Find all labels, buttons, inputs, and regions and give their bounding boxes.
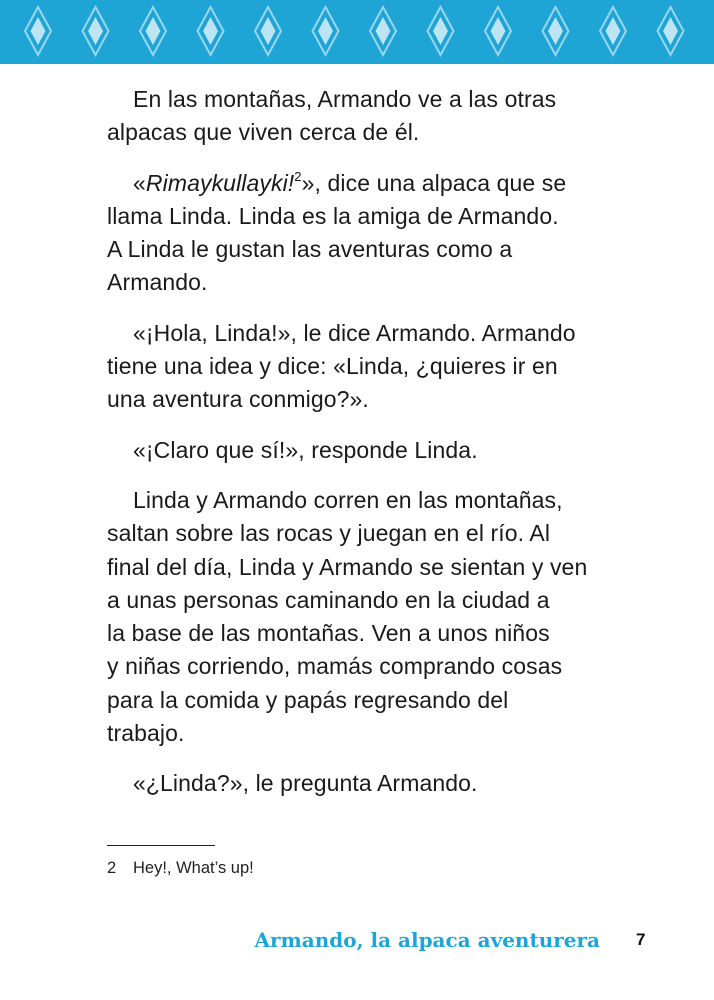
text-line: «¡Hola, Linda!», le dice Armando. Armando: [133, 319, 576, 346]
diamond-ornament: [600, 7, 626, 55]
footnote-divider: [107, 845, 215, 846]
running-head: Armando, la alpaca aventurera: [254, 928, 600, 952]
diamond-ornament: [485, 7, 511, 55]
text-line: para la comida y papás regresando del: [107, 686, 509, 713]
paragraph-1: [107, 83, 667, 150]
diamond-ornament: [25, 7, 51, 55]
paragraph-3: [107, 317, 667, 417]
diamond-ornament: [83, 7, 109, 55]
paragraph-6: [107, 767, 667, 800]
text-line: A Linda le gustan las aventuras como a: [107, 236, 513, 263]
diamond-ornament: [313, 7, 339, 55]
footnote-ref: 2: [294, 168, 302, 184]
paragraph-4: [107, 434, 667, 467]
text-line: Armando.: [107, 269, 208, 296]
text-line: Linda y Armando corren en las montañas,: [133, 486, 563, 513]
text-line: En las montañas, Armando ve a las otras: [133, 86, 557, 112]
text-line: trabajo.: [107, 720, 185, 747]
text-line: llama Linda. Linda es la amiga de Armando.: [107, 202, 559, 229]
footnote-text: Hey!, What’s up!: [133, 859, 254, 877]
body-text: [107, 83, 667, 818]
text-line: alpacas que viven cerca de él.: [107, 119, 420, 146]
paragraph-5: [107, 484, 667, 750]
diamond-ornament: [370, 7, 396, 55]
page-number: 7: [636, 930, 646, 949]
text-line: final del día, Linda y Armando se sientan y ven: [107, 553, 588, 580]
diamond-pattern: [0, 0, 714, 64]
text-line: a unas personas caminando en la ciudad a: [107, 586, 550, 613]
diamond-ornament: [140, 7, 166, 55]
open-quote: «: [133, 169, 146, 196]
diamond-ornament: [543, 7, 569, 55]
text-line: saltan sobre las rocas y juegan en el río. Al: [107, 520, 551, 547]
text-line: », dice una alpaca que se: [301, 169, 567, 196]
text-line: una aventura conmigo?».: [107, 386, 369, 413]
footnote-number: 2: [107, 859, 117, 877]
diamond-ornament: [198, 7, 224, 55]
greeting-word: Rimaykullayki!: [145, 169, 295, 196]
paragraph-2: [107, 167, 667, 300]
text-line: «¡Claro que sí!», responde Linda.: [133, 436, 478, 463]
text-line: «¿Linda?», le pregunta Armando.: [133, 770, 478, 797]
diamond-ornament: [428, 7, 454, 55]
top-banner: [0, 0, 714, 64]
text-line: y niñas corriendo, mamás comprando cosas: [107, 653, 563, 680]
diamond-ornament: [658, 7, 684, 55]
text-line: la base de las montañas. Ven a unos niños: [107, 620, 550, 647]
diamond-ornament: [255, 7, 281, 55]
text-line: tiene una idea y dice: «Linda, ¿quieres ir en: [107, 353, 558, 380]
footnote: [107, 859, 254, 878]
